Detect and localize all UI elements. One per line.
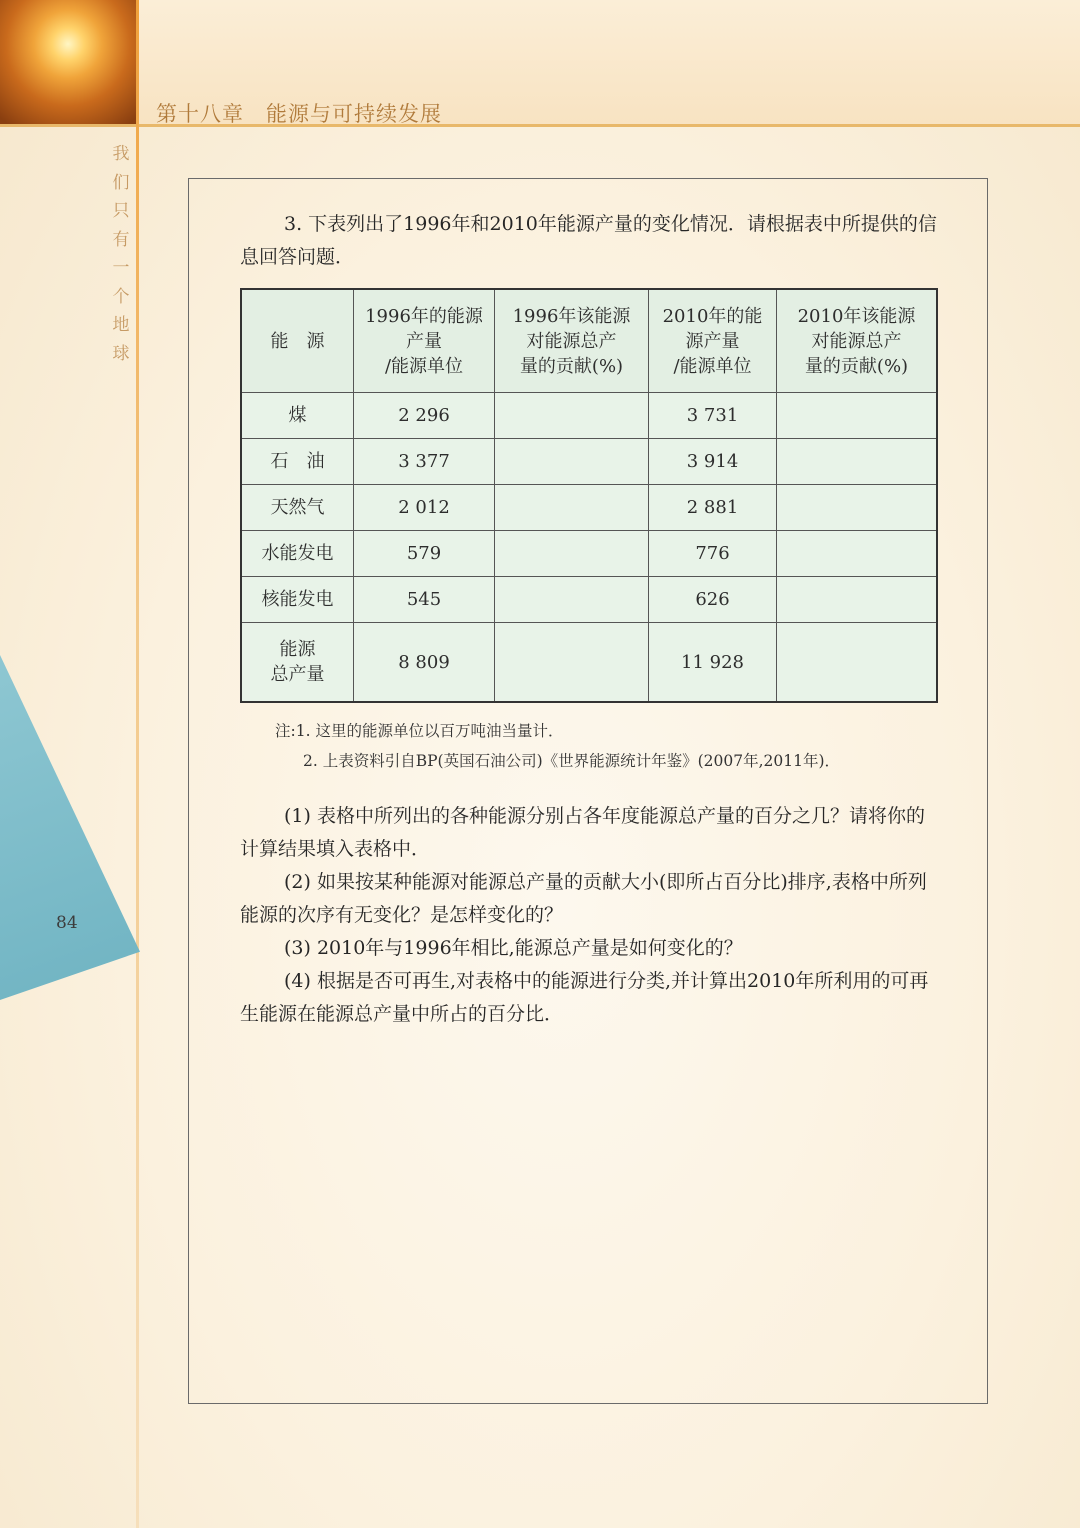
table-row [241, 439, 937, 485]
question-intro: 3. 下表列出了1996年和2010年能源产量的变化情况．请根据表中所提供的信息回答问题． [240, 213, 937, 268]
energy-name: 水能发电 [241, 531, 354, 577]
share-1996-cell[interactable] [495, 485, 649, 531]
value-1996: 545 [354, 577, 495, 623]
chapter-title: 第十八章 能源与可持续发展 [156, 102, 442, 126]
sub-question-2: (2) 如果按某种能源对能源总产量的贡献大小(即所占百分比)排序,表格中所列能源的次序有无变化？是怎样变化的？ [240, 871, 927, 926]
table-total-row [241, 623, 937, 703]
value-1996: 2 012 [354, 485, 495, 531]
header-1996-share: 1996年该能源 对能源总产 量的贡献(%) [495, 289, 649, 393]
side-char: 地 [112, 315, 130, 335]
page-number: 84 [56, 913, 78, 933]
share-1996-cell[interactable] [495, 393, 649, 439]
sub-question-3: (3) 2010年与1996年相比,能源总产量是如何变化的？ [284, 937, 743, 959]
value-1996: 2 296 [354, 393, 495, 439]
side-char: 们 [112, 172, 130, 193]
side-char: 球 [112, 343, 130, 364]
share-1996-cell[interactable] [495, 439, 649, 485]
side-vertical-text [108, 140, 134, 368]
note-1: 注:1. 这里的能源单位以百万吨油当量计． [275, 722, 564, 740]
table-row [241, 485, 937, 531]
energy-name: 天然气 [241, 485, 354, 531]
energy-name: 煤 [241, 393, 354, 439]
table-row [241, 393, 937, 439]
total-label: 能源 总产量 [241, 623, 354, 703]
sub-questions [240, 800, 940, 1031]
total-share-2010-cell[interactable] [777, 623, 938, 703]
side-char: 我 [112, 144, 130, 164]
value-2010: 2 881 [649, 485, 777, 531]
value-2010: 776 [649, 531, 777, 577]
note-2: 2. 上表资料引自BP(英国石油公司)《世界能源统计年鉴》(2007年,2011年)． [303, 752, 841, 770]
value-2010: 3 914 [649, 439, 777, 485]
share-2010-cell[interactable] [777, 531, 938, 577]
value-2010: 3 731 [649, 393, 777, 439]
share-2010-cell[interactable] [777, 393, 938, 439]
total-share-1996-cell[interactable] [495, 623, 649, 703]
share-1996-cell[interactable] [495, 531, 649, 577]
total-1996: 8 809 [354, 623, 495, 703]
table-row [241, 531, 937, 577]
total-2010: 11 928 [649, 623, 777, 703]
share-2010-cell[interactable] [777, 439, 938, 485]
energy-name: 石 油 [241, 439, 354, 485]
share-1996-cell[interactable] [495, 577, 649, 623]
value-1996: 3 377 [354, 439, 495, 485]
side-char: 一 [112, 258, 130, 278]
table-row [241, 577, 937, 623]
header-2010-output: 2010年的能 源产量 /能源单位 [649, 289, 777, 393]
energy-name: 核能发电 [241, 577, 354, 623]
share-2010-cell[interactable] [777, 485, 938, 531]
table-header-row [241, 289, 937, 393]
sub-question-1: (1) 表格中所列出的各种能源分别占各年度能源总产量的百分之几？请将你的计算结果填入表格中． [240, 805, 925, 860]
table-notes [275, 716, 840, 776]
value-1996: 579 [354, 531, 495, 577]
header-1996-output: 1996年的能源 产量 /能源单位 [354, 289, 495, 393]
side-char: 只 [112, 201, 130, 221]
side-char: 有 [112, 229, 130, 250]
side-char: 个 [112, 286, 130, 307]
margin-rule [136, 0, 139, 1528]
share-2010-cell[interactable] [777, 577, 938, 623]
energy-table [240, 288, 938, 703]
value-2010: 626 [649, 577, 777, 623]
header-2010-share: 2010年该能源 对能源总产 量的贡献(%) [777, 289, 938, 393]
header-energy: 能 源 [241, 289, 354, 393]
sub-question-4: (4) 根据是否可再生,对表格中的能源进行分类,并计算出2010年所利用的可再生能源在能源总产量中所占的百分比． [240, 970, 929, 1025]
sunflower-photo [0, 0, 136, 124]
